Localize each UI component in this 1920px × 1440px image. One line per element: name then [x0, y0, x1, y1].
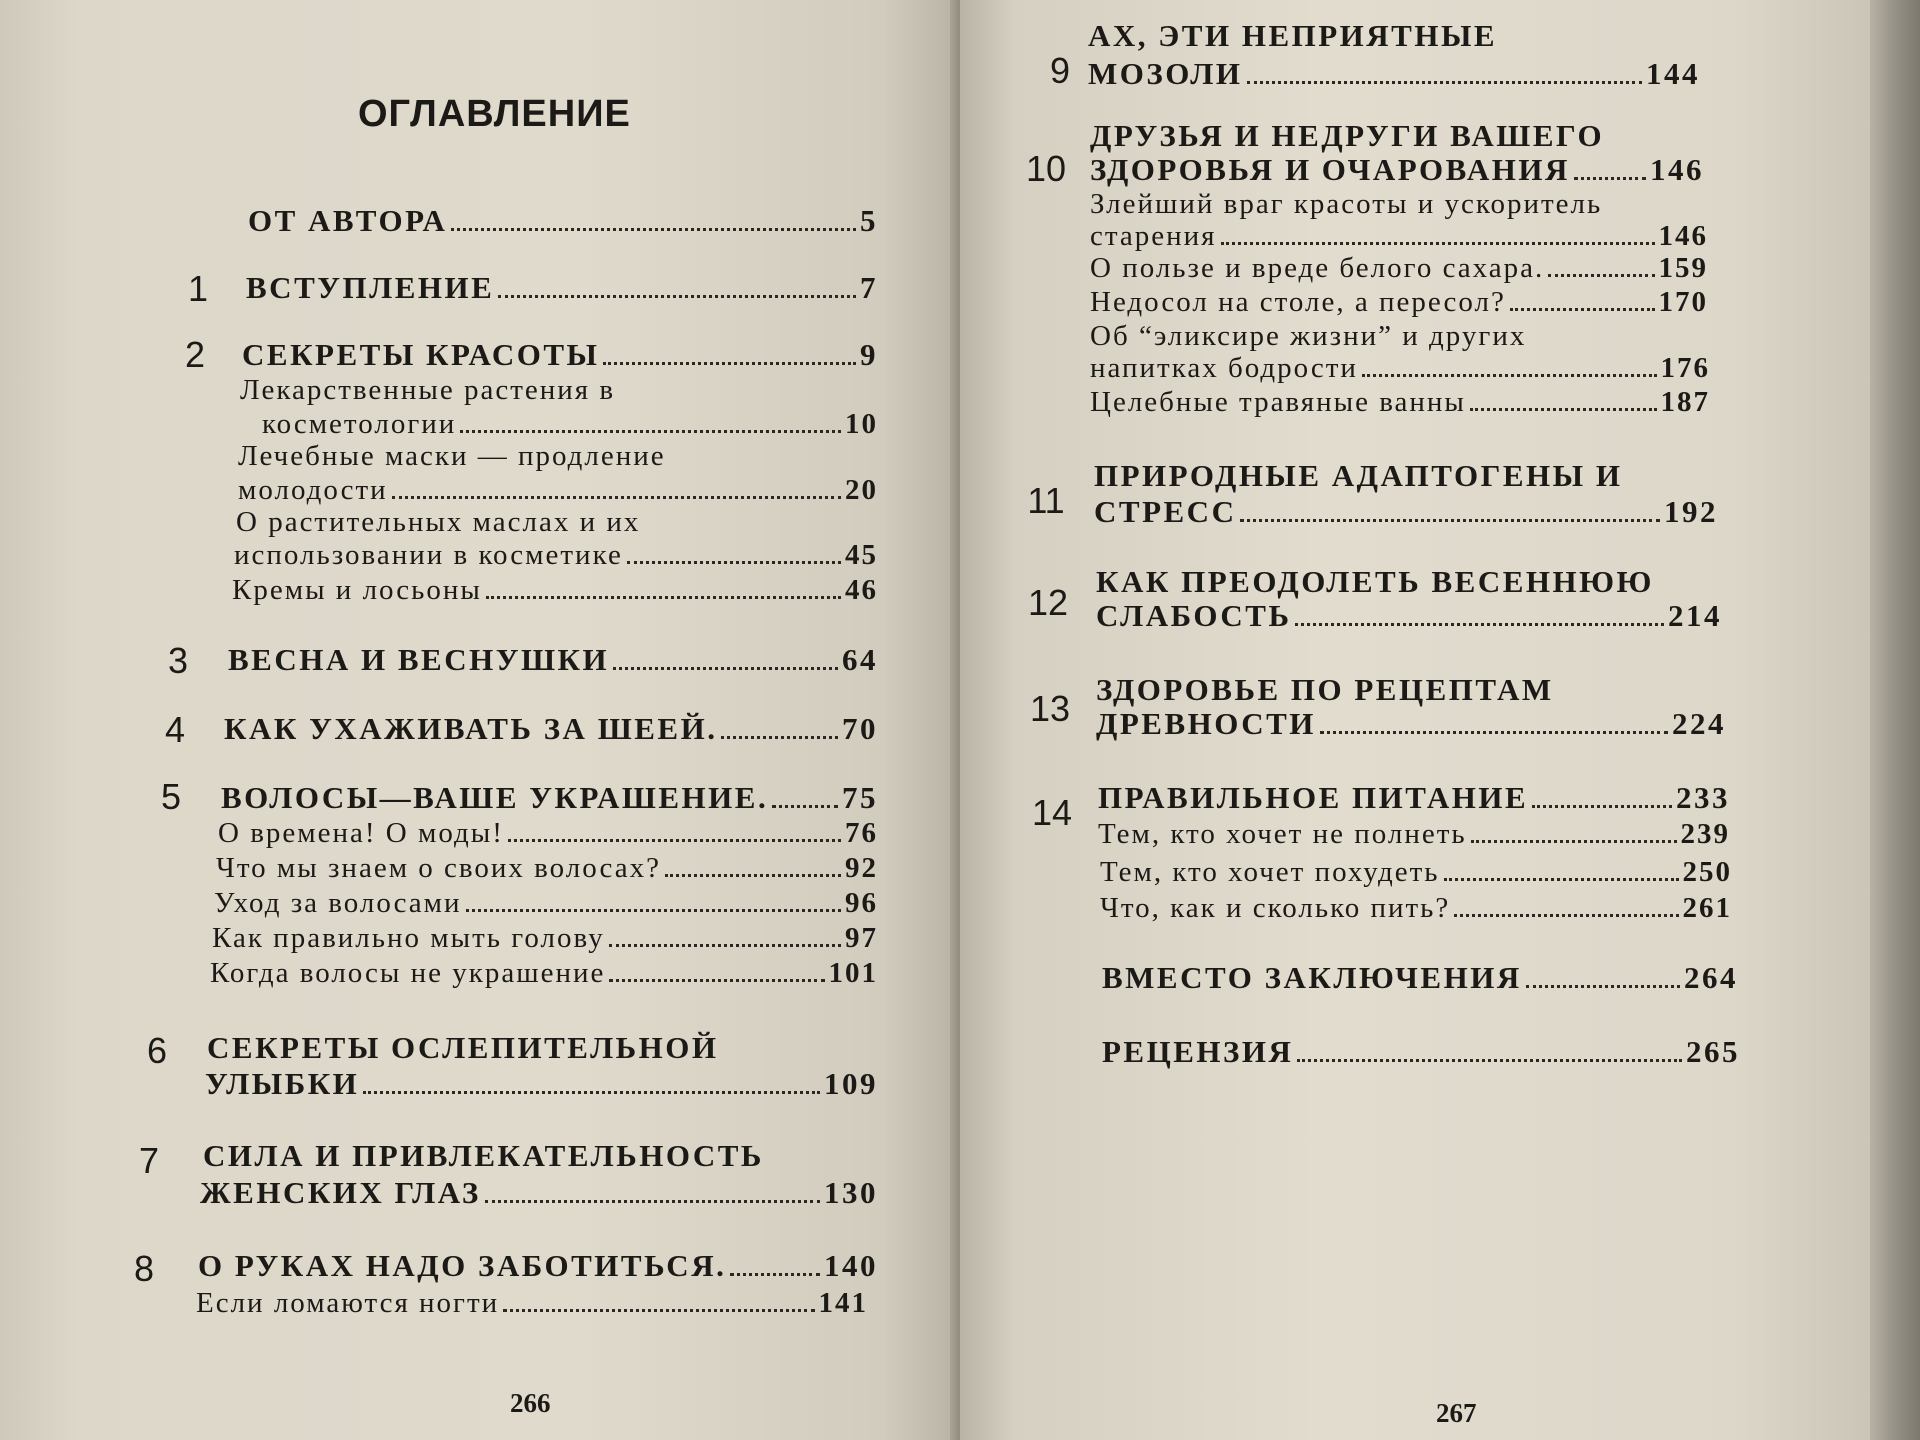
chapter-number: 2 — [184, 334, 206, 375]
toc-entry: ЖЕНСКИХ ГЛАЗ 130 — [200, 1175, 878, 1210]
toc-entry: О времена! О моды! 76 — [218, 817, 878, 849]
toc-entry: ВЕСНА И ВЕСНУШКИ 64 — [228, 642, 878, 677]
toc-title: ОГЛАВЛЕНИЕ — [358, 93, 631, 135]
toc-entry-line1: КАК ПРЕОДОЛЕТЬ ВЕСЕННЮЮ — [1096, 564, 1654, 599]
toc-entry-line1: Об “эликсире жизни” и других — [1090, 320, 1527, 352]
toc-entry-line1: О растительных маслах и их — [236, 506, 641, 538]
toc-entry: Что, как и сколько пить? 261 — [1100, 892, 1732, 924]
toc-entry: Тем, кто хочет похудеть 250 — [1100, 856, 1732, 888]
chapter-number: 9 — [1049, 50, 1071, 91]
toc-entry: СЕКРЕТЫ КРАСОТЫ 9 — [242, 337, 878, 372]
toc-entry: О пользе и вреде белого сахара. 159 — [1090, 252, 1708, 284]
chapter-number: 7 — [138, 1140, 160, 1181]
toc-entry: использовании в косметике 45 — [234, 539, 878, 571]
toc-entry: Когда волосы не украшение 101 — [210, 957, 878, 989]
page-number: 266 — [510, 1388, 551, 1418]
toc-entry: УЛЫБКИ 109 — [205, 1066, 878, 1101]
chapter-number: 6 — [146, 1030, 168, 1071]
toc-entry: ПРАВИЛЬНОЕ ПИТАНИЕ 233 — [1098, 780, 1730, 815]
toc-entry: Кремы и лосьоны 46 — [232, 574, 878, 606]
toc-entry-line1: СЕКРЕТЫ ОСЛЕПИТЕЛЬНОЙ — [207, 1030, 719, 1065]
toc-entry: Уход за волосами 96 — [214, 887, 878, 919]
toc-entry: О РУКАХ НАДО ЗАБОТИТЬСЯ. 140 — [198, 1248, 878, 1283]
toc-entry-line1: АХ, ЭТИ НЕПРИЯТНЫЕ — [1088, 18, 1498, 53]
toc-entry: косметологии 10 — [262, 408, 878, 440]
chapter-number: 5 — [160, 776, 182, 817]
toc-entry: СЛАБОСТЬ 214 — [1096, 598, 1722, 633]
chapter-number: 11 — [1027, 480, 1065, 521]
toc-entry-line1: ЗДОРОВЬЕ ПО РЕЦЕПТАМ — [1096, 672, 1554, 707]
toc-entry: ВОЛОСЫ—ВАШЕ УКРАШЕНИЕ. 75 — [221, 780, 878, 815]
chapter-number: 12 — [1027, 582, 1069, 623]
toc-entry: Целебные травяные ванны 187 — [1090, 386, 1710, 418]
toc-entry-line1: СИЛА И ПРИВЛЕКАТЕЛЬНОСТЬ — [203, 1138, 764, 1173]
toc-entry: Недосол на столе, а пересол? 170 — [1090, 286, 1708, 318]
toc-entry: Если ломаются ногти 141 — [196, 1287, 868, 1319]
toc-entry: Что мы знаем о своих волосах? 92 — [216, 852, 878, 884]
chapter-number: 10 — [1025, 148, 1067, 189]
toc-entry: напитках бодрости 176 — [1090, 352, 1710, 384]
toc-entry-line1: Лечебные маски — продление — [238, 440, 666, 472]
chapter-number: 14 — [1031, 792, 1073, 833]
toc-entry: ЗДОРОВЬЯ И ОЧАРОВАНИЯ 146 — [1090, 152, 1704, 187]
toc-entry-line1: ПРИРОДНЫЕ АДАПТОГЕНЫ И — [1094, 458, 1623, 493]
right-page — [960, 0, 1870, 1440]
toc-entry: КАК УХАЖИВАТЬ ЗА ШЕЕЙ. 70 — [224, 711, 878, 746]
toc-entry-line1: ДРУЗЬЯ И НЕДРУГИ ВАШЕГО — [1090, 118, 1605, 153]
table-surface — [1870, 0, 1920, 1440]
toc-entry: МОЗОЛИ 144 — [1088, 56, 1700, 91]
chapter-number: 1 — [187, 268, 209, 309]
toc-entry: СТРЕСС 192 — [1094, 494, 1718, 529]
page-number: 267 — [1436, 1398, 1477, 1428]
toc-entry-from-author: ОТ АВТОРА 5 — [248, 203, 878, 238]
toc-entry-line1: Лекарственные растения в — [240, 374, 616, 406]
toc-entry: старения 146 — [1090, 220, 1708, 252]
toc-entry: Тем, кто хочет не полнеть 239 — [1098, 818, 1730, 850]
toc-entry: ДРЕВНОСТИ 224 — [1096, 706, 1726, 741]
toc-entry: ВМЕСТО ЗАКЛЮЧЕНИЯ 264 — [1102, 960, 1738, 995]
toc-entry-line1: Злейший враг красоты и ускоритель — [1090, 188, 1603, 220]
toc-entry: РЕЦЕНЗИЯ 265 — [1102, 1034, 1740, 1069]
toc-entry: Как правильно мыть голову 97 — [212, 922, 878, 954]
chapter-number: 13 — [1029, 688, 1071, 729]
toc-entry: ВСТУПЛЕНИЕ 7 — [246, 270, 878, 305]
chapter-number: 8 — [133, 1248, 155, 1289]
chapter-number: 4 — [164, 709, 186, 750]
chapter-number: 3 — [167, 640, 189, 681]
toc-entry: молодости 20 — [238, 474, 878, 506]
